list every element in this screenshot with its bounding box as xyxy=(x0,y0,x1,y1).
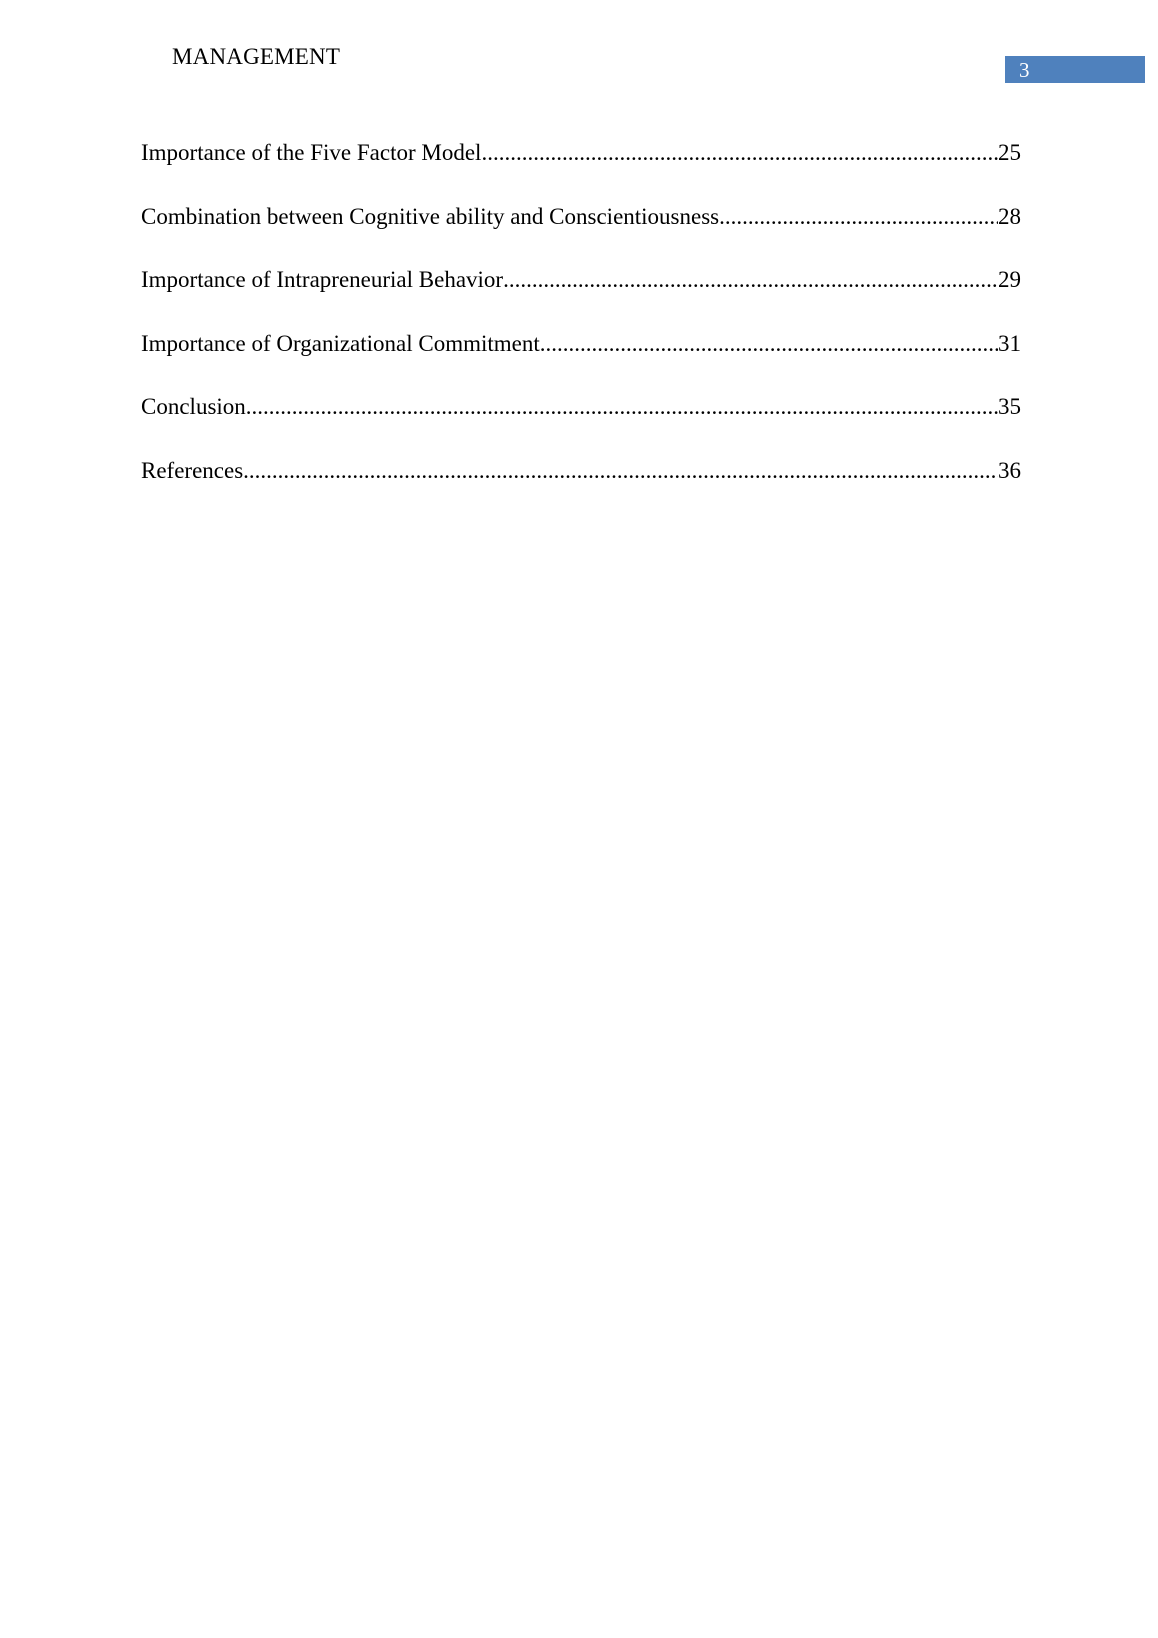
toc-entry-title: Importance of Organizational Commitment xyxy=(141,330,540,356)
toc-dot-leader xyxy=(540,326,998,362)
toc-dot-leader xyxy=(246,389,998,425)
toc-entry-intrapreneurial-behavior[interactable] xyxy=(141,262,1021,326)
toc-entry-page: 29 xyxy=(998,267,1021,293)
toc-dot-leader xyxy=(719,199,998,235)
toc-entry-page: 28 xyxy=(998,203,1021,229)
toc-entry-page: 31 xyxy=(998,330,1021,356)
toc-dot-leader xyxy=(503,262,998,298)
toc-entry-five-factor-model[interactable] xyxy=(141,135,1021,199)
toc-entry-cognitive-conscientiousness[interactable] xyxy=(141,199,1021,263)
running-header-title: MANAGEMENT xyxy=(172,44,341,69)
toc-entry-title: Importance of Intrapreneurial Behavior xyxy=(141,267,504,293)
toc-entry-title: Combination between Cognitive ability and Conscientiousness xyxy=(141,203,720,229)
toc-entry-page: 35 xyxy=(998,394,1021,420)
toc-entry-title: Conclusion xyxy=(141,394,246,420)
toc-entry-references[interactable] xyxy=(141,453,1021,517)
page-number: 3 xyxy=(1019,58,1030,82)
toc-dot-leader xyxy=(243,453,998,489)
toc-entry-page: 36 xyxy=(998,457,1021,483)
toc-entry-title: Importance of the Five Factor Model xyxy=(141,140,482,165)
toc-entry-page: 25 xyxy=(998,140,1021,165)
toc-entry-title: References xyxy=(141,457,244,483)
table-of-contents xyxy=(141,135,1021,517)
page-number-badge xyxy=(1005,56,1145,83)
toc-entry-organizational-commitment[interactable] xyxy=(141,326,1021,390)
toc-dot-leader xyxy=(481,135,998,171)
toc-entry-conclusion[interactable] xyxy=(141,389,1021,453)
